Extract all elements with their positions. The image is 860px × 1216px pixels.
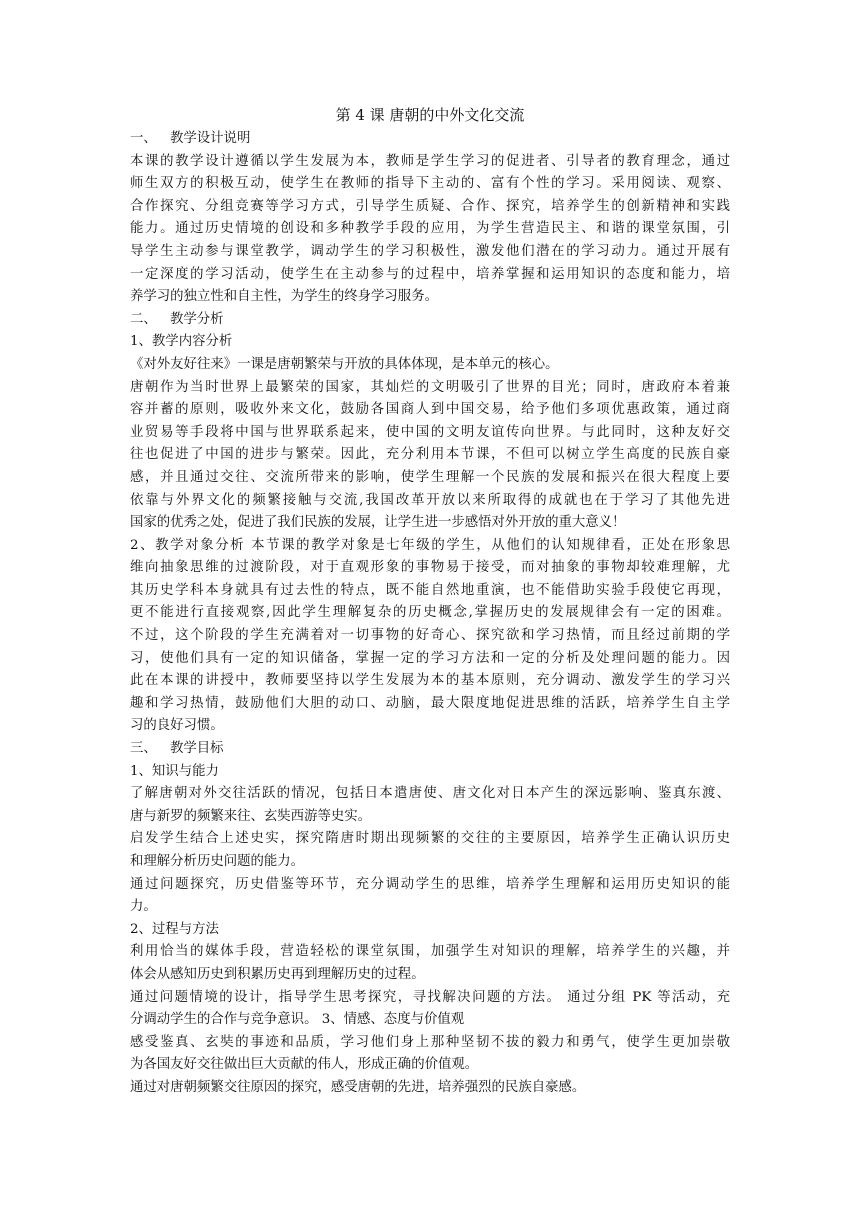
section-number: 一、 — [130, 131, 157, 146]
text-line: 习的良好习惯。 — [130, 718, 224, 734]
text-line: 此在本课的讲授中，教师要坚持以学生发展为本的基本原则，充分调动、激发学生的学习兴 — [130, 673, 730, 689]
text-line: 维向抽象思维的过渡阶段，对于直观形象的事物易于接受，而对抽象的事物却较难理解，尤 — [130, 560, 730, 576]
text-line: 更不能进行直接观察,因此学生理解复杂的历史概念,掌握历史的发展规律会有一定的困难。 — [130, 605, 730, 621]
section-number: 三、 — [130, 741, 157, 757]
document-body — [130, 128, 730, 1100]
text-line: 和理解分析历史问题的能力。 — [130, 854, 305, 869]
document-title: 第 4 课 唐朝的中外文化交流 — [335, 106, 525, 124]
text-line: 本课的教学设计遵循以学生发展为本，教师是学生学习的促进者、引导者的教育理念，通过 — [130, 153, 730, 169]
text-line: 国家的优秀之处，促进了我们民族的发展，让学生进一步感悟对外开放的重大意义！ — [130, 515, 626, 531]
text-line: 能力。通过历史情境的创设和多种教学手段的应用，为学生营造民主、和谐的课堂氛围，引 — [130, 221, 730, 237]
text-line: 了解唐朝对外交往活跃的情况，包括日本遣唐使、唐文化对日本产生的深远影响、鉴真东渡、 — [130, 786, 730, 802]
text-line: 1、知识与能力 — [130, 763, 219, 779]
section-heading — [130, 738, 730, 761]
text-line: 导学生主动参与课堂教学，调动学生的学习积极性，激发他们潜在的学习动力。通过开展有 — [130, 243, 730, 259]
text-line: 唐朝作为当时世界上最繁荣的国家，其灿烂的文明吸引了世界的目光；同时，唐政府本着兼 — [130, 379, 730, 395]
text-line: 感受鉴真、玄奘的事迹和品质，学习他们身上那种坚韧不拔的毅力和勇气，使学生更加崇敬 — [130, 1034, 730, 1050]
text-line: 养学习的独立性和自主性，为学生的终身学习服务。 — [130, 289, 438, 305]
text-line: 师生双方的积极互动，使学生在教师的指导下主动的、富有个性的学习。采用阅读、观察、 — [130, 176, 730, 192]
text-line: 趣和学习热情，鼓励他们大胆的动口、动脑，最大限度地促进思维的活跃，培养学生自主学 — [130, 695, 730, 711]
text-line: 感，并且通过交往、交流所带来的影响，使学生理解一个民族的发展和振兴在很大程度上要 — [130, 469, 730, 485]
document-page — [130, 104, 730, 1100]
section-heading-text: 教学目标 — [170, 741, 224, 757]
text-line: 其历史学科本身就具有过去性的特点，既不能自然地重演，也不能借助实验手段使它再现， — [130, 582, 730, 598]
text-line: 业贸易等手段将中国与世界联系起来，使中国的文明友谊传向世界。与此同时，这种友好交 — [130, 424, 730, 440]
section-heading — [130, 309, 730, 332]
text-line: 为各国友好交往做出巨大贡献的伟人，形成正确的价值观。 — [130, 1057, 479, 1073]
text-line: 容并蓄的原则，吸收外来文化，鼓励各国商人到中国交易，给予他们多项优惠政策，通过商 — [130, 402, 730, 418]
text-line: 不过，这个阶段的学生充满着对一切事物的好奇心、探究欲和学习热情，而且经过前期的学 — [130, 628, 730, 644]
text-line: 通过对唐朝频繁交往原因的探究，感受唐朝的先进，培养强烈的民族自豪感。 — [130, 1079, 586, 1095]
text-line: 体会从感知历史到积累历史再到理解历史的过程。 — [130, 966, 425, 982]
text-line: 分调动学生的合作与竞争意识。 3、情感、态度与价值观 — [130, 1012, 465, 1028]
text-line: 通过问题探究，历史借鉴等环节，充分调动学生的思维，培养学生理解和运用历史知识的能 — [130, 876, 730, 892]
section-heading-text: 教学分析 — [170, 311, 224, 327]
text-line: 依靠与外界文化的频繁接触与交流,我国改革开放以来所取得的成就也在于学习了其他先进 — [130, 492, 730, 508]
text-line: 唐与新罗的频繁来往、玄奘西游等史实。 — [130, 808, 372, 824]
text-line: 力。 — [130, 899, 157, 915]
text-line: 1、教学内容分析 — [130, 334, 233, 350]
section-heading-text: 教学设计说明 — [170, 131, 251, 146]
section-heading — [130, 128, 730, 151]
text-line: 通过问题情境的设计，指导学生思考探究，寻找解决问题的方法。 通过分组 PK 等活动，充 — [130, 989, 730, 1005]
text-line: 2、过程与方法 — [130, 921, 219, 937]
text-line: 往也促进了中国的进步与繁荣。因此，充分利用本节课，不但可以树立学生高度的民族自豪 — [130, 447, 730, 463]
text-line: 启发学生结合上述史实，探究隋唐时期出现频繁的交往的主要原因，培养学生正确认识历史 — [130, 831, 730, 847]
text-line: 《对外友好往来》一课是唐朝繁荣与开放的具体体现，是本单元的核心。 — [130, 356, 559, 372]
text-line: 合作探究、分组竞赛等学习方式，引导学生质疑、合作、探究，培养学生的创新精神和实践 — [130, 198, 730, 214]
text-line: 利用恰当的媒体手段，营造轻松的课堂氛围，加强学生对知识的理解，培养学生的兴趣，并 — [130, 944, 730, 960]
section-number: 二、 — [130, 311, 157, 327]
text-line: 2、教学对象分析 本节课的教学对象是七年级的学生，从他们的认知规律看，正处在形象思 — [130, 537, 730, 553]
text-line: 习，使他们具有一定的知识储备，掌握一定的学习方法和一定的分析及处理问题的能力。因 — [130, 650, 730, 666]
text-line: 一定深度的学习活动，使学生在主动参与的过程中，培养掌握和运用知识的态度和能力，培 — [130, 266, 730, 282]
